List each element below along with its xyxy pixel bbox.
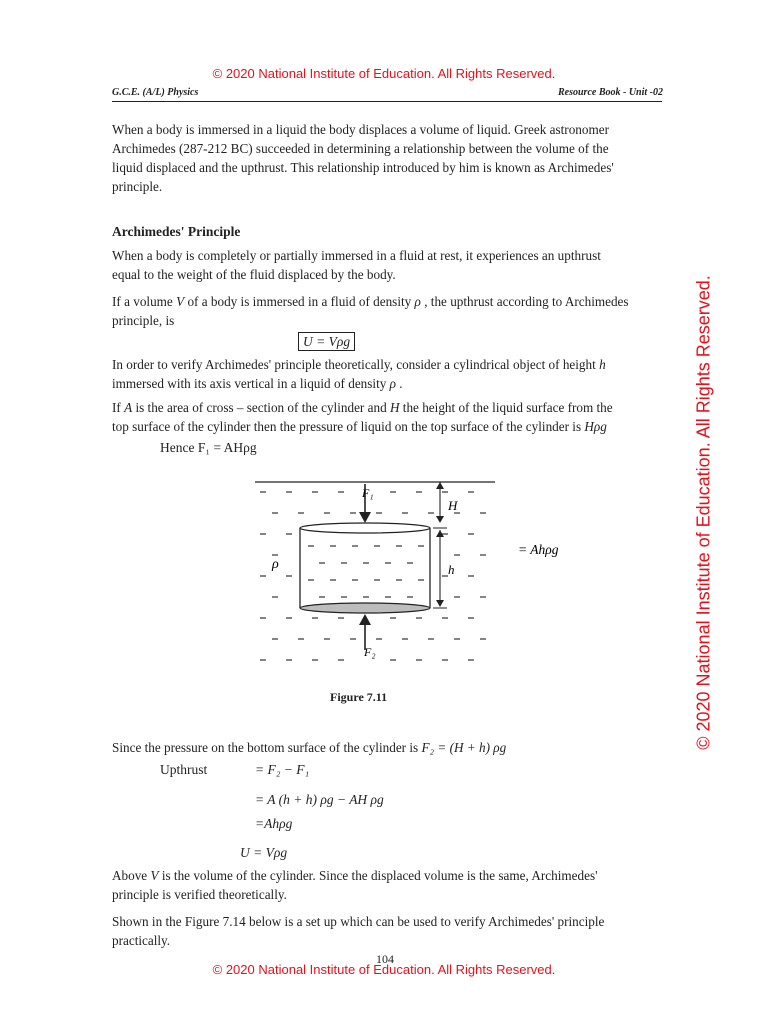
bottom-pressure-line: Since the pressure on the bottom surface of the cylinder is F₂ = (H + h) ρg bbox=[112, 740, 507, 755]
section-title: Archimedes' Principle bbox=[112, 224, 241, 239]
principle-paragraph bbox=[112, 246, 663, 284]
label-side-equation: = Ahρg bbox=[518, 542, 559, 557]
text-line: In order to verify Archimedes' principle theoretically, consider a cylindrical object of height h bbox=[112, 357, 606, 372]
upthrust-step-3: =Ahρg bbox=[255, 816, 293, 831]
text-line: Archimedes (287-212 BC) succeeded in determining a relationship between the volume of the bbox=[112, 141, 609, 156]
text-line: principle, is bbox=[112, 313, 175, 328]
upthrust-step-2: = A (h + h) ρg − AH ρg bbox=[255, 792, 384, 807]
verify-paragraph bbox=[112, 355, 663, 393]
boxed-formula: U = Vρg bbox=[298, 332, 355, 351]
text-line: Shown in the Figure 7.14 below is a set up which can be used to verify Archimedes' principle bbox=[112, 914, 605, 929]
text-line: practically. bbox=[112, 933, 171, 948]
cylinder-figure bbox=[250, 470, 610, 685]
copyright-top: © 2020 National Institute of Education. All Rights Reserved. bbox=[212, 66, 556, 81]
text-line: liquid displaced and the upthrust. This relationship introduced by him is known as Archimedes' bbox=[112, 160, 614, 175]
cylinder-body bbox=[300, 528, 430, 608]
header-left: G.C.E. (A/L) Physics bbox=[112, 87, 199, 98]
label-h: h bbox=[448, 562, 455, 577]
copyright-bottom: © 2020 National Institute of Education. All Rights Reserved. bbox=[212, 962, 556, 977]
text-line: equal to the weight of the fluid displaced by the body. bbox=[112, 267, 396, 282]
upthrust-step-1: = F₂ − F₁ bbox=[255, 762, 310, 777]
text-line: immersed with its axis vertical in a liquid of density ρ . bbox=[112, 376, 403, 391]
upthrust-result: U = Vρg bbox=[240, 845, 288, 860]
volume-paragraph bbox=[112, 292, 663, 330]
figure-caption: Figure 7.11 bbox=[330, 690, 388, 704]
practical-paragraph bbox=[112, 912, 663, 950]
upthrust-label: Upthrust bbox=[160, 762, 208, 777]
intro-paragraph bbox=[112, 120, 663, 196]
text-line: When a body is immersed in a liquid the body displaces a volume of liquid. Greek astronomer bbox=[112, 122, 609, 137]
text-line: Above V is the volume of the cylinder. Since the displaced volume is the same, Archimedes' bbox=[112, 868, 598, 883]
header-rule bbox=[112, 101, 662, 102]
conclusion-paragraph bbox=[112, 866, 663, 904]
page-number: 104 bbox=[376, 952, 394, 966]
label-f2: F₂ bbox=[364, 645, 376, 659]
text-line: top surface of the cylinder then the pressure of liquid on the top surface of the cylinder is Hρg bbox=[112, 419, 607, 434]
label-rho: ρ bbox=[272, 557, 279, 572]
area-paragraph bbox=[112, 398, 663, 436]
text-line: principle. bbox=[112, 179, 163, 194]
text-line: principle is verified theoretically. bbox=[112, 887, 287, 902]
f2-arrowhead bbox=[359, 614, 371, 625]
text-line: If A is the area of cross – section of the cylinder and H the height of the liquid surface from the bbox=[112, 400, 613, 415]
label-H: H bbox=[448, 498, 458, 513]
copyright-side: © 2020 National Institute of Education. All Rights Reserved. bbox=[693, 275, 714, 750]
text-line: If a volume V of a body is immersed in a fluid of density ρ , the upthrust according to Archimedes bbox=[112, 294, 629, 309]
text-line: When a body is completely or partially immersed in a fluid at rest, it experiences an upthrust bbox=[112, 248, 601, 263]
hence-equation: Hence F₁ = AHρg bbox=[160, 440, 257, 455]
cylinder-base bbox=[300, 603, 430, 613]
f1-arrowhead bbox=[359, 512, 371, 523]
label-f1: F₁ bbox=[362, 486, 374, 500]
header-right: Resource Book - Unit -02 bbox=[558, 87, 663, 98]
cylinder-top bbox=[300, 523, 430, 533]
